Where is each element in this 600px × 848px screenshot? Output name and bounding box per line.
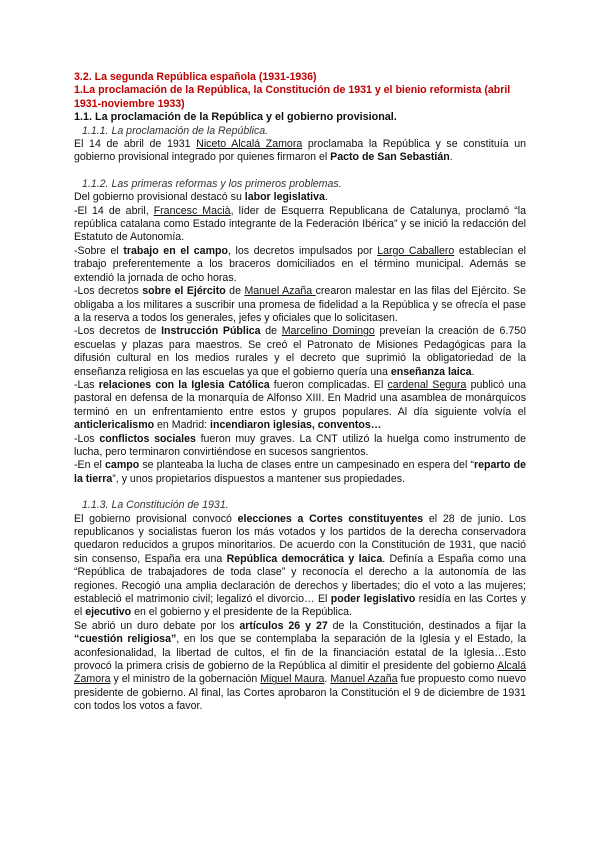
paragraph-legislative-intro: Del gobierno provisional destacó su labor legislativa. (74, 191, 328, 204)
paragraph-church-relations: -Las relaciones con la Iglesia Católica fueron complicadas. El cardenal Segura publicó una pastoral en defensa de la monarquía de Alfonso XIII. En Madrid una asamblea de monárquicos terminó en un enfrentamiento entre estos y grupos populares. Al día siguiente volvía el anticlericalismo en Madrid: incendiaron iglesias, conventos… (74, 378, 526, 432)
document-body (74, 71, 526, 714)
subsection-title-1-1-2: 1.1.2. Las primeras reformas y los primeros problemas. (82, 177, 342, 190)
section-heading-1-1: 1.1. La proclamación de la República y el gobierno provisional. (74, 111, 397, 124)
subsection-title-1-1-3: 1.1.3. La Constitución de 1931. (82, 499, 229, 512)
paragraph-religious-question: Se abrió un duro debate por los artículos 26 y 27 de la Constitución, destinados a fijar la “cuestión religiosa”, en los que se contemplaba la separación de la Iglesia y el Estado, la aconfesionalidad, la libertad de cultos, el fin de la financiación estatal de la Iglesia…Esto provocó la primera crisis de gobierno de la República al dimitir el presidente del gobierno Alcalá Zamora y el ministro de la gobernación Miguel Maura. Manuel Azaña fue propuesto como nuevo presidente de gobierno. Al final, las Cortes aprobaron la Constitución el 9 de diciembre de 1931 con todos los votos a favor. (74, 619, 526, 713)
paragraph-macia: -El 14 de abril, Francesc Macià, líder de Esquerra Republicana de Catalunya, proclamó “la república catalana como Estado integrante de la Federación Ibérica” y se inició la redacción del Estatuto de Autonomía. (74, 204, 526, 244)
paragraph-public-instruction: -Los decretos de Instrucción Pública de Marcelino Domingo preveían la creación de 6.750 escuelas y plazas para maestros. Se creó el Patronato de Misiones Pedagógicas para la difusión cultural en los medios rurales y el decreto que suprimió la obligatoriedad de la enseñanza religiosa en las escuelas ya que el gobierno quería una enseñanza laica. (74, 325, 527, 378)
subsection-title-1-1-1: 1.1.1. La proclamación de la República. (82, 124, 269, 137)
paragraph-social-conflicts: -Los conflictos sociales fueron muy graves. La CNT utilizó la huelga como instrumento de lucha, pero terminaron convirtiéndose en sucesos sangrientos. (74, 432, 526, 458)
paragraph-land-distribution: -En el campo se planteaba la lucha de clases entre un campesinado en espera del “reparto de la tierra”, y unos propietarios dispuestos a mantener sus propiedades. (74, 459, 526, 485)
paragraph-constitution: El gobierno provisional convocó elecciones a Cortes constituyentes el 28 de junio. Los republicanos y socialistas fueron los más votados y los partidos de la derecha conservadora quedaron reducidos a grupos minoritarios. De acuerdo con la Constitución de 1931, que nació sin consenso, España era una República democrática y laica. Definía a España como una “República de trabajadores de toda clase” y reconocía el derecho a la autonomía de las regiones. Recogió una amplia declaración de derechos y libertades; dio el voto a las mujeres; estableció el matrimonio civil; legalizó el divorcio… El poder legislativo residía en las Cortes y el ejecutivo en el gobierno y el presidente de la República. (74, 512, 527, 619)
section-heading-1: 1.La proclamación de la República, la Constitución de 1931 y el bienio reformista (abril 1931-noviembre 1933) (74, 84, 511, 110)
paragraph-agriculture-work: -Sobre el trabajo en el campo, los decretos impulsados por Largo Caballero establecían el trabajo preferentemente a los braceros domiciliados en el término municipal. Además se extendió la jornada de ocho horas. (74, 244, 526, 284)
paragraph-army-decrees: -Los decretos sobre el Ejército de Manuel Azaña crearon malestar en las filas del Ejército. Se obligaba a los militares a suscribir una promesa de fidelidad a la República y se ofrecía el pase a la reserva a todos los generales, jefes y oficiales que lo solicitasen. (74, 285, 527, 324)
paragraph-proclamation: El 14 de abril de 1931 Niceto Alcalá Zamora proclamaba la República y se constituía un gobierno provisional integrado por quienes firmaron el Pacto de San Sebastián. (74, 138, 527, 164)
unit-title: 3.2. La segunda República española (1931-1936) (74, 71, 317, 83)
